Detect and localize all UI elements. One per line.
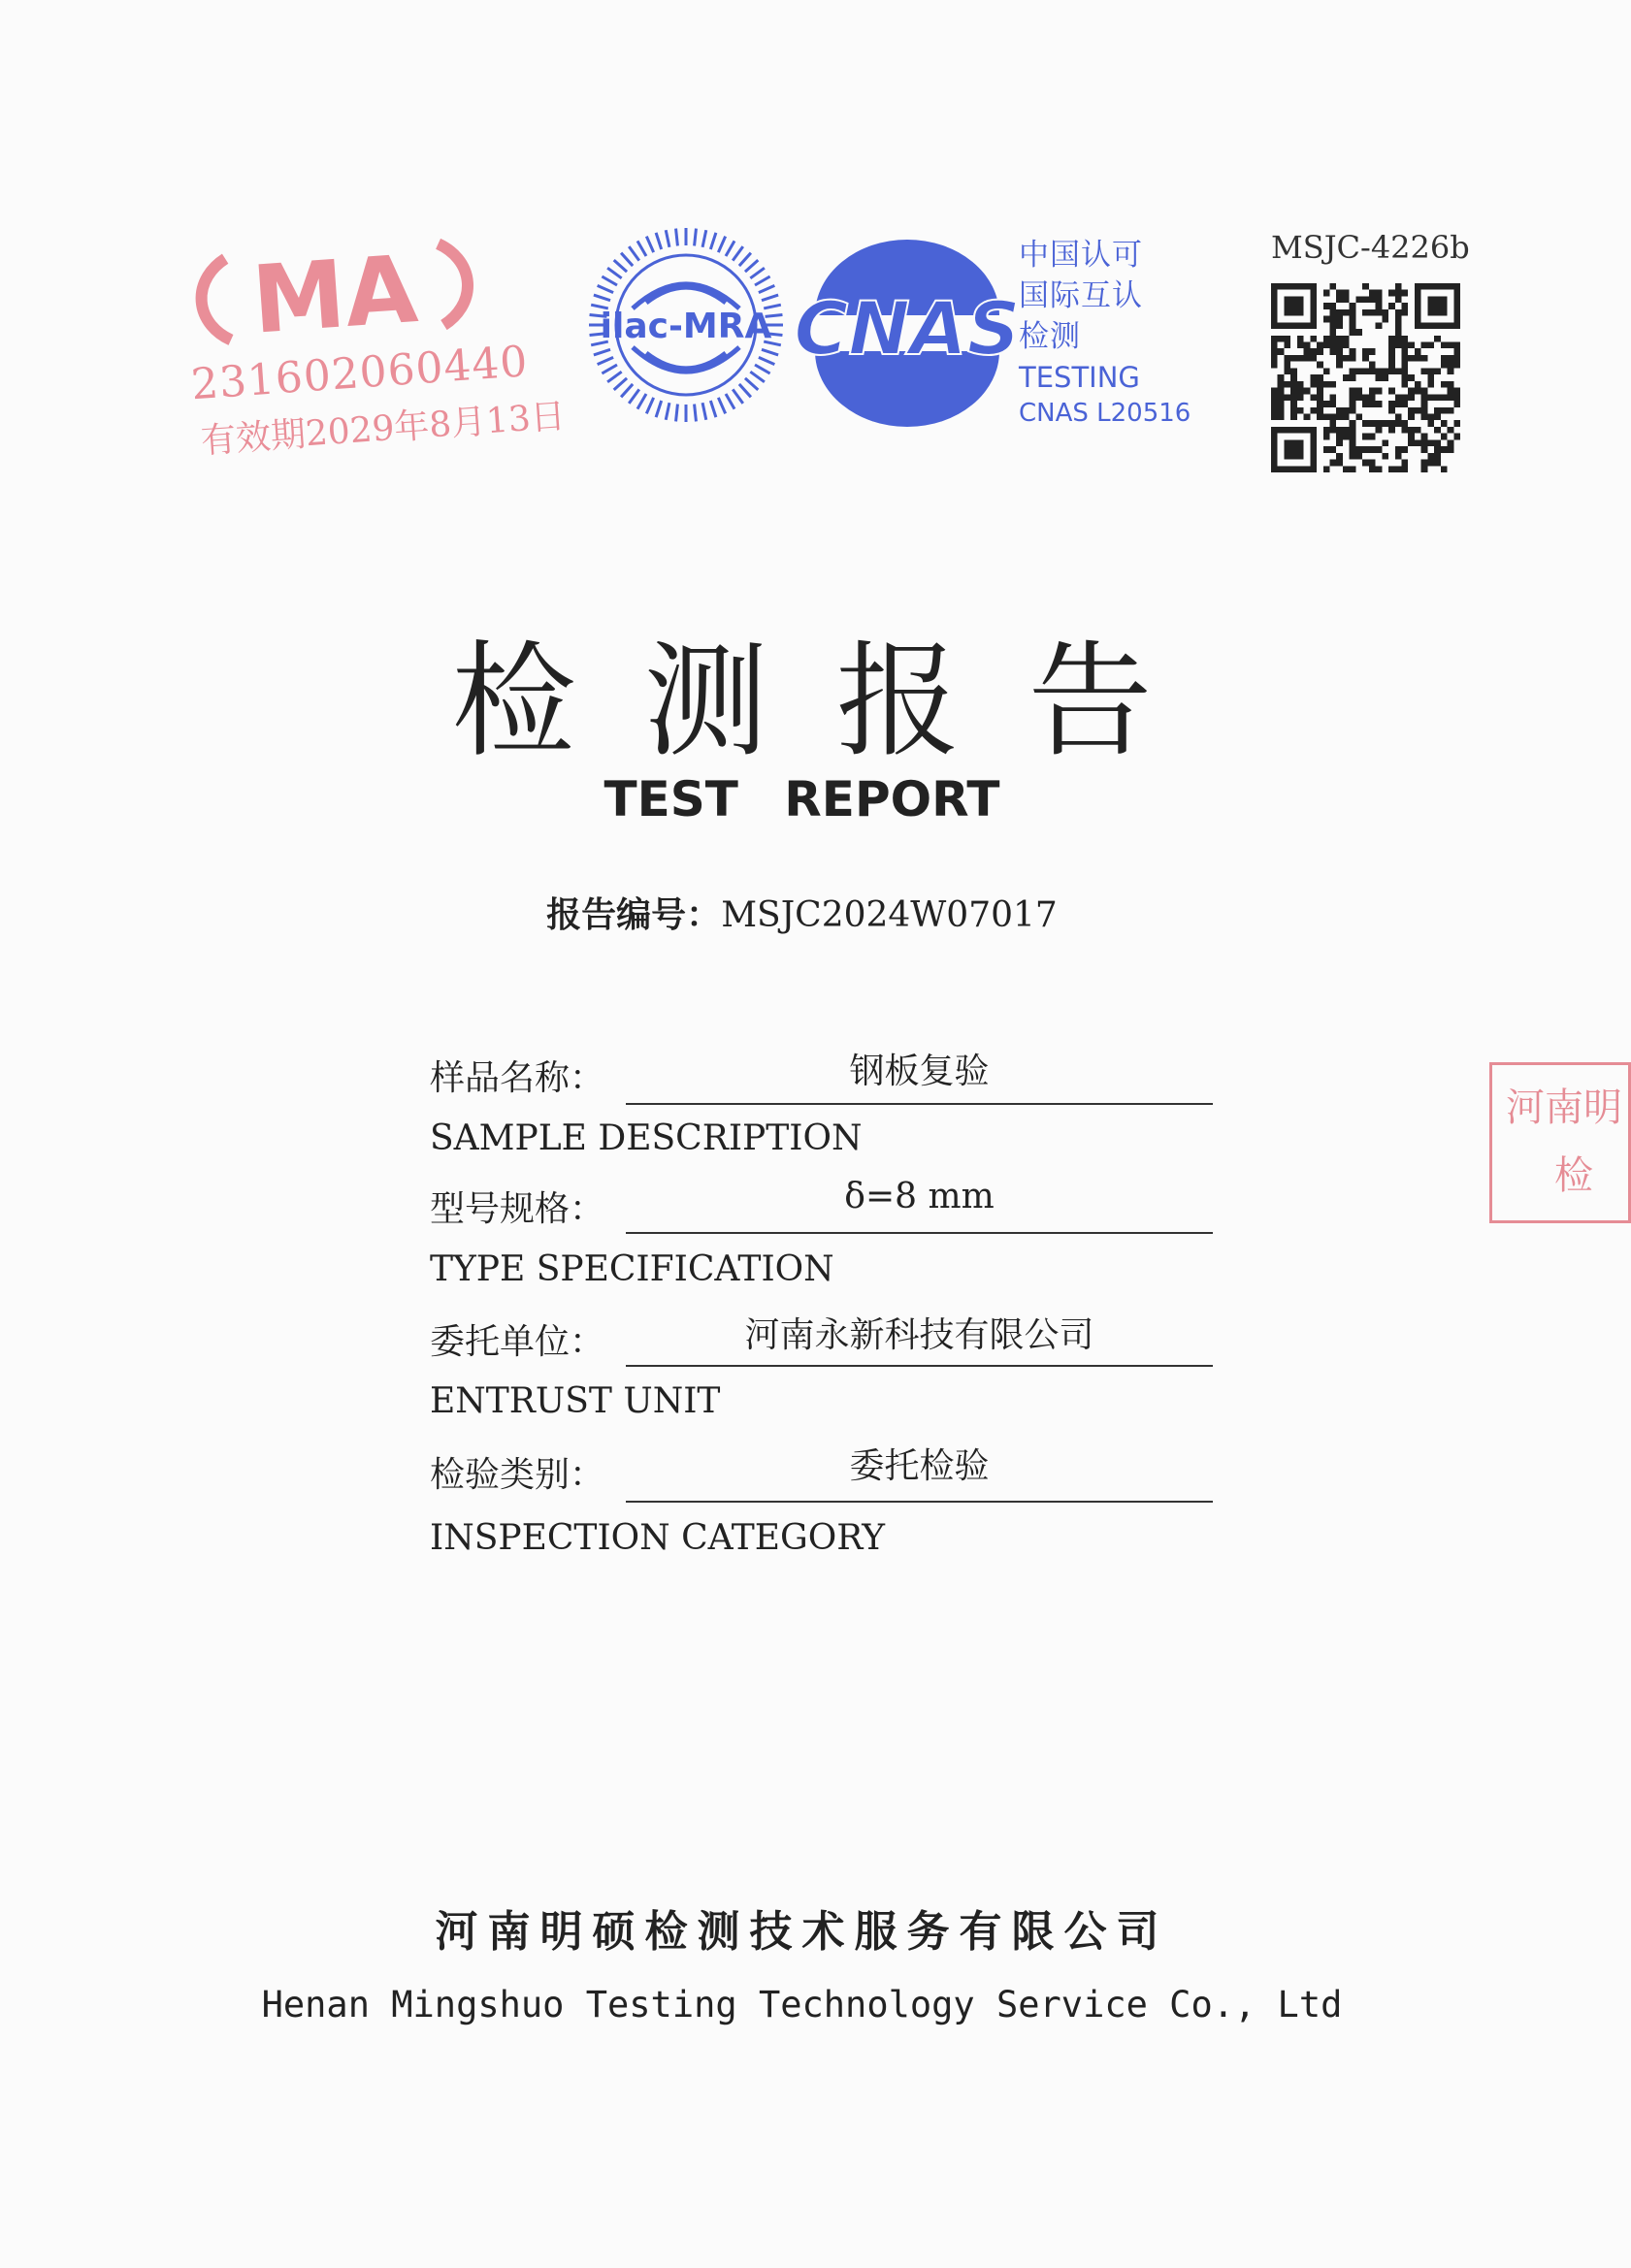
- field-label: 样品名称：: [430, 1058, 605, 1098]
- cnas-testing: TESTING: [1019, 361, 1140, 394]
- document-code: MSJC-4226b: [1271, 229, 1470, 266]
- company-name-chinese: 河南明硕检测技术服务有限公司: [435, 1907, 1169, 1957]
- title-english: TEST REPORT: [603, 771, 1000, 827]
- ilac-mra-logo: [582, 221, 791, 430]
- cma-logo-icon: [185, 224, 484, 361]
- stamp-line: 河南明: [1506, 1085, 1622, 1130]
- field-english-label: TYPE SPECIFICATION: [430, 1249, 834, 1289]
- report-number: [0, 888, 1604, 937]
- field-english-label: SAMPLE DESCRIPTION: [430, 1118, 863, 1158]
- cnas-line: 国际互认: [1019, 278, 1143, 313]
- svg-text:ilac-MRA: ilac-MRA: [600, 307, 772, 346]
- cnas-line: 检测: [1019, 319, 1081, 354]
- field-underline: [626, 1103, 1213, 1105]
- company-name-english: Henan Mingshuo Testing Technology Service Co., Ltd: [261, 1984, 1343, 2025]
- cnas-line: 中国认可: [1019, 238, 1143, 273]
- field-english-label: INSPECTION CATEGORY: [430, 1518, 886, 1558]
- qr-code-icon: [1271, 283, 1460, 472]
- cnas-info: [1019, 235, 1191, 431]
- field-label: 委托单位：: [430, 1322, 605, 1362]
- cma-stamp: [176, 221, 568, 505]
- cnas-logo: [791, 243, 1024, 417]
- stamp-line: 检: [1554, 1153, 1593, 1198]
- field-value: 委托检验: [849, 1446, 990, 1486]
- field-underline: [626, 1232, 1213, 1234]
- cnas-cert-number: CNAS L20516: [1019, 399, 1191, 428]
- field-label: 型号规格：: [430, 1189, 605, 1229]
- cma-validity: 有效期2029年8月13日: [199, 396, 568, 462]
- field-value: 河南永新科技有限公司: [744, 1315, 1094, 1355]
- report-number-label: 报告编号：: [546, 895, 722, 935]
- svg-text:MA: MA: [248, 235, 421, 355]
- field-underline: [626, 1501, 1213, 1503]
- report-number-value: MSJC2024W07017: [721, 895, 1058, 935]
- field-value: δ=8 mm: [844, 1177, 995, 1216]
- svg-text:CNAS: CNAS: [794, 285, 1021, 372]
- title-chinese: 检测报告: [451, 630, 1221, 774]
- cma-number: 231602060440: [189, 337, 531, 410]
- field-underline: [626, 1365, 1213, 1367]
- field-value: 钢板复验: [849, 1052, 990, 1091]
- field-label: 检验类别：: [430, 1455, 605, 1495]
- field-english-label: ENTRUST UNIT: [430, 1381, 721, 1421]
- partial-company-stamp: [1489, 1062, 1631, 1223]
